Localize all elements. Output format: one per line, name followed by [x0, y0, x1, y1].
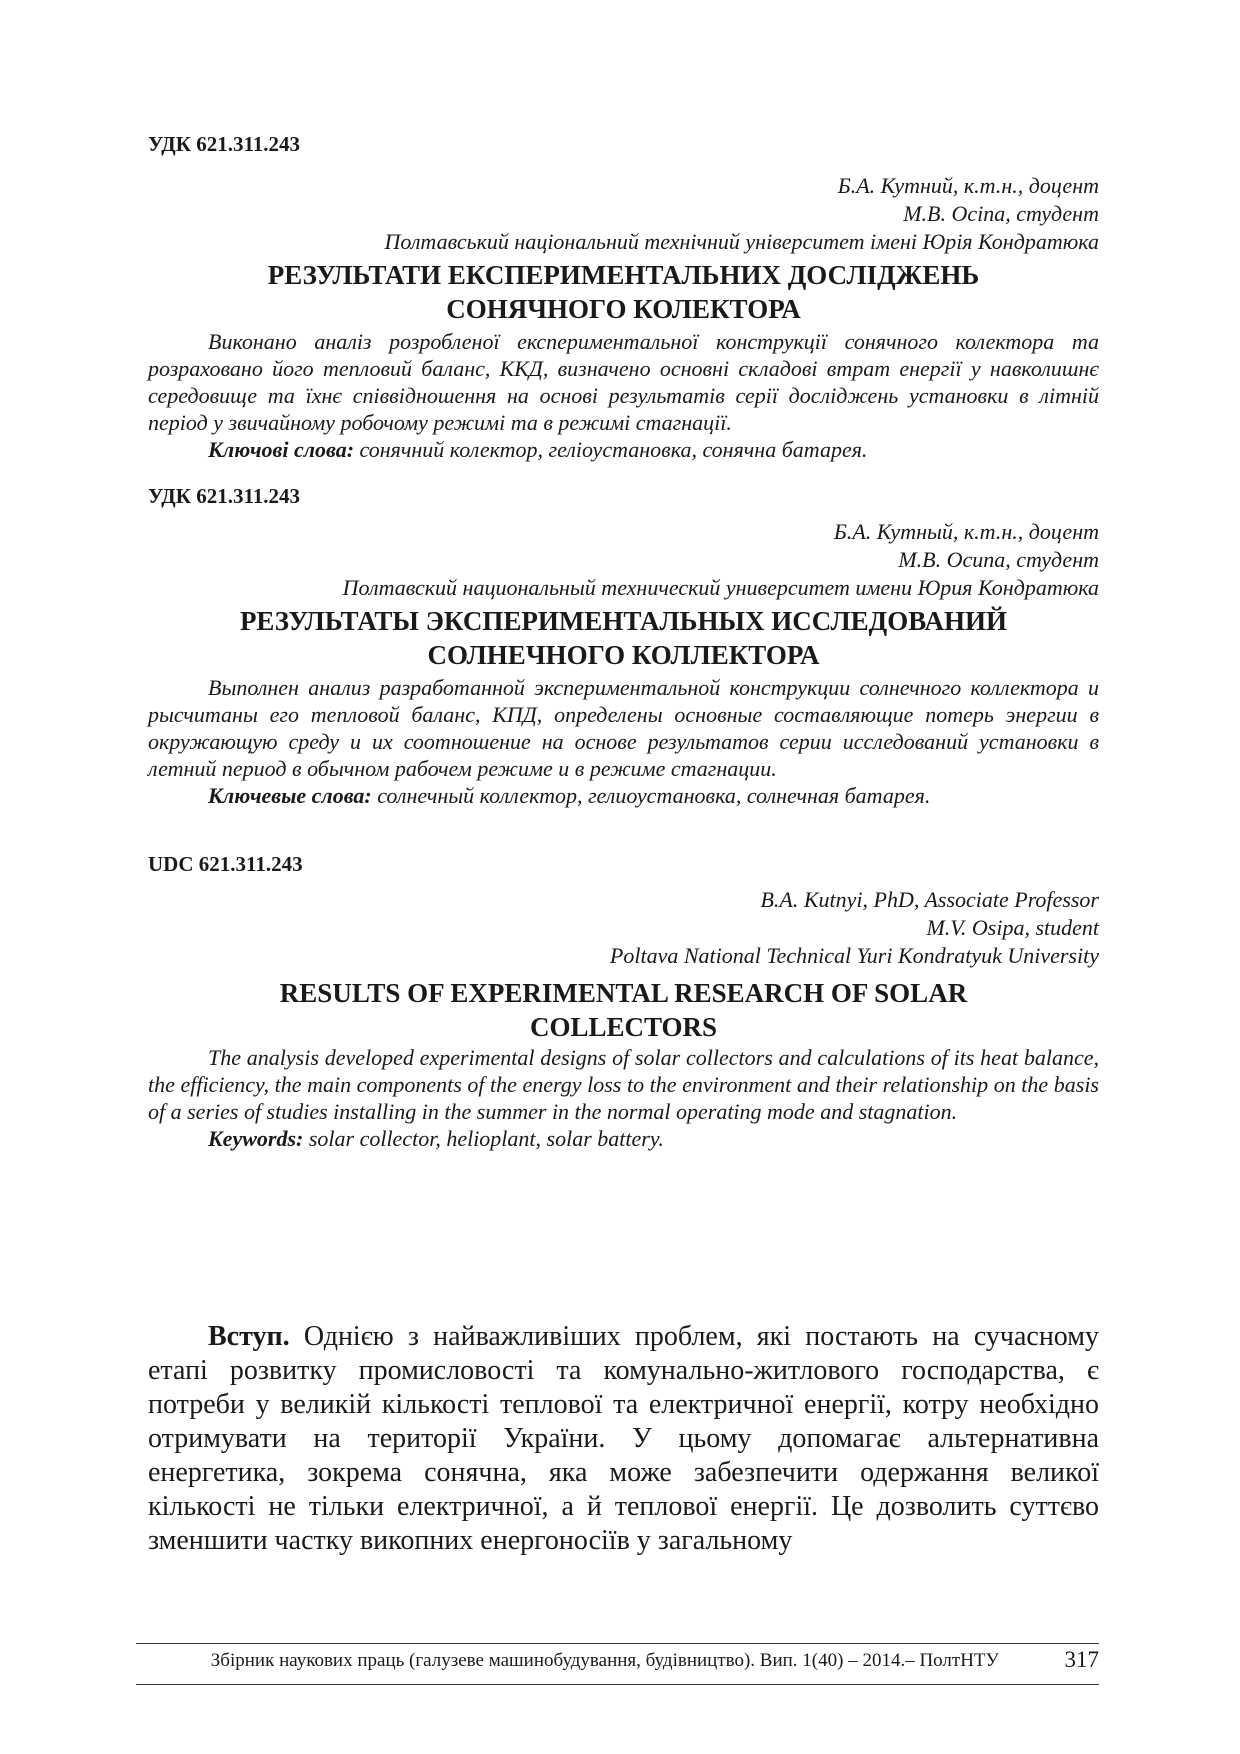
introduction — [148, 1320, 1099, 1558]
udc-ua: УДК 621.311.243 — [148, 132, 301, 156]
author-1-ua: Б.А. Кутний, к.т.н., доцент — [837, 173, 1099, 198]
title-en-line-2: COLLECTORS — [529, 1012, 718, 1042]
title-ru — [148, 604, 1099, 672]
footer-bottom-rule — [136, 1684, 1099, 1685]
title-ua-line-1: РЕЗУЛЬТАТИ ЕКСПЕРИМЕНТАЛЬНИХ ДОСЛІДЖЕНЬ — [267, 260, 980, 290]
introduction-text: Однією з найважливіших проблем, які постають на сучасному етапі розвитку промисловості та комунально-житлового господарства, є потреби у великій кількості теплової та електричної енергії, котру необхідно отримувати на території України. У цьому допомагає альтернативна енергетика, зокрема сонячна, яка може забезпечити одержання великої кількості не тільки електричної, а й теплової енергії. Це дозволить суттєво зменшити частку викопних енергоносіїв у загальному — [148, 1321, 1099, 1556]
keywords-en — [148, 1125, 1099, 1152]
keywords-text-en: solar collector, helioplant, solar battery. — [303, 1126, 664, 1151]
title-en-line-1: RESULTS OF EXPERIMENTAL RESEARCH OF SOLAR — [279, 978, 968, 1008]
authors-en — [610, 886, 1099, 970]
abstract-ru-text: Выполнен анализ разработанной экспериментальной конструкции солнечного коллектора и рысчитаны его тепловой баланс, КПД, определены основные составляющие потерь энергии в окружающую среду и их соотношение на основе результатов серии исследований установки в летний период в обычном рабочем режиме и в режиме стагнации. — [148, 675, 1099, 781]
author-2-en: M.V. Osipa, student — [926, 915, 1099, 940]
author-2-ua: М.В. Осіпа, студент — [903, 201, 1099, 226]
introduction-paragraph — [148, 1320, 1099, 1558]
footer-top-rule — [136, 1643, 1099, 1644]
article-page — [148, 0, 1099, 1754]
keywords-label-en: Keywords: — [208, 1126, 304, 1151]
title-ua — [148, 258, 1099, 326]
affiliation-en: Poltava National Technical Yuri Kondratyuk University — [609, 943, 1099, 968]
keywords-label-ua: Ключові слова: — [208, 437, 355, 462]
title-ua-line-2: СОНЯЧНОГО КОЛЕКТОРА — [446, 294, 801, 324]
keywords-text-ru: солнечный коллектор, гелиоустановка, солнечная батарея. — [371, 783, 931, 808]
author-1-en: B.A. Kutnyi, PhD, Associate Professor — [760, 887, 1099, 912]
page-number: 317 — [1064, 1647, 1099, 1672]
title-ru-line-2: СОЛНЕЧНОГО КОЛЛЕКТОРА — [427, 640, 820, 670]
affiliation-ua: Полтавський національний технічний університет імені Юрія Кондратюка — [384, 229, 1099, 254]
keywords-ua — [148, 436, 1099, 463]
keywords-text-ua: сонячний колектор, геліоустановка, сонячна батарея. — [354, 437, 868, 462]
udc-ru: УДК 621.311.243 — [148, 484, 301, 508]
udc-en: UDC 621.311.243 — [148, 852, 303, 876]
abstract-en-text: The analysis developed experimental designs of solar collectors and calculations of its heat balance, the efficiency, the main components of the energy loss to the environment and their relationship on the basis of a series of studies installing in the summer in the normal operating mode and stagnation. — [148, 1045, 1099, 1124]
affiliation-ru: Полтавский национальный технический университет имени Юрия Кондратюка — [342, 575, 1099, 600]
authors-ru — [343, 518, 1099, 602]
abstract-ua-text: Виконано аналіз розробленої експериментальної конструкції сонячного колектора та розраховано його тепловий баланс, ККД, визначено основні складові втрат енергії у навколишнє середовище та їхнє співвідношення на основі результатів серії досліджень установки в літній період у звичайному робочому режимі та в режимі стагнації. — [148, 329, 1099, 435]
title-en — [148, 976, 1099, 1044]
author-1-ru: Б.А. Кутный, к.т.н., доцент — [833, 519, 1099, 544]
author-2-ru: М.В. Осипа, студент — [898, 547, 1099, 572]
title-ru-line-1: РЕЗУЛЬТАТЫ ЭКСПЕРИМЕНТАЛЬНЫХ ИССЛЕДОВАНИЙ — [239, 606, 1008, 636]
authors-ua — [384, 172, 1099, 256]
introduction-label: Вступ. — [208, 1321, 290, 1352]
keywords-ru — [148, 782, 1099, 809]
keywords-label-ru: Ключевые слова: — [208, 783, 372, 808]
abstract-ua — [148, 328, 1099, 463]
abstract-ru — [148, 674, 1099, 809]
journal-footer: Збірник наукових праць (галузеве машинобудування, будівництво). Вип. 1(40) – 2014.– ПолтНТУ — [210, 1650, 999, 1671]
abstract-en — [148, 1044, 1099, 1152]
